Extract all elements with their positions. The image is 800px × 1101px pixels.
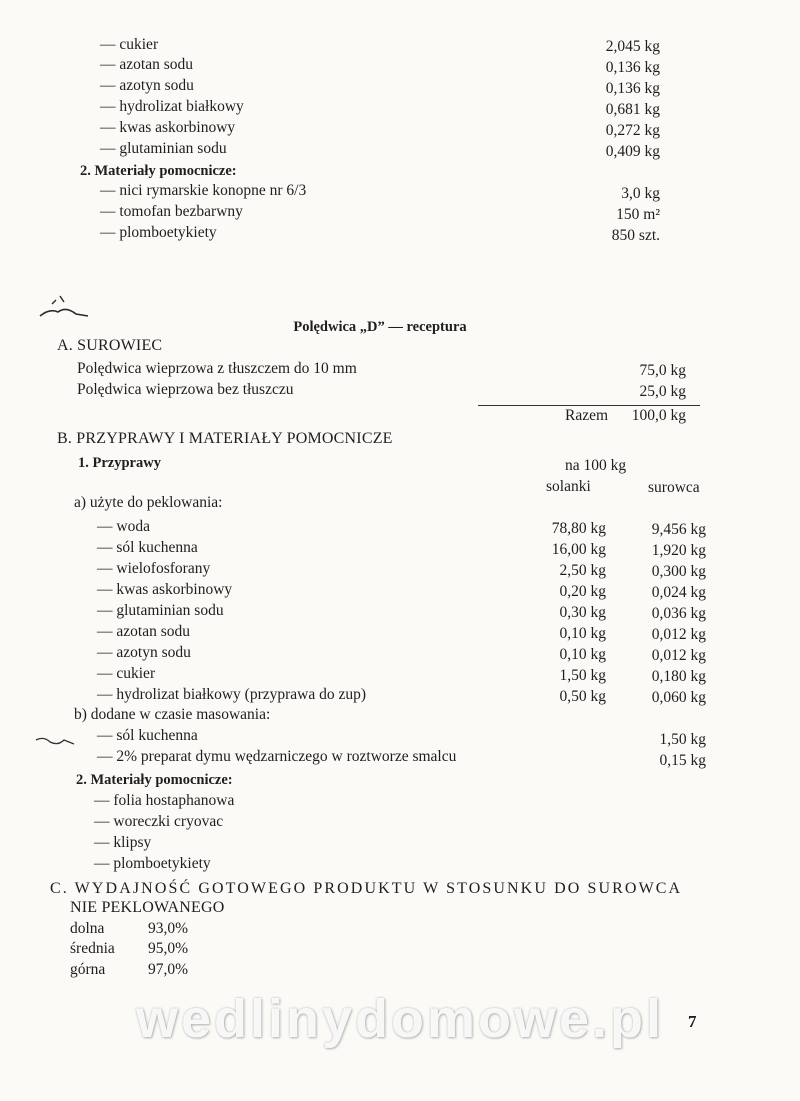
raw-material-label: Polędwica wieprzowa z tłuszczem do 10 mm: [77, 360, 357, 377]
prev-item-label: — glutaminian sodu: [100, 140, 227, 157]
pickling-item-label: — sól kuchenna: [97, 539, 198, 556]
pickling-brine-value: 78,80 kg: [551, 520, 606, 537]
massaging-item-label: — 2% preparat dymu wędzarniczego w roztworze smalcu: [97, 748, 457, 765]
pickling-group-label: a) użyte do peklowania:: [74, 494, 223, 511]
pickling-brine-value: 0,30 kg: [559, 604, 606, 621]
per-100kg-label: na 100 kg: [565, 457, 627, 474]
yield-value: 93,0%: [148, 920, 189, 937]
recipe-title: Polędwica „D” — receptura: [293, 319, 467, 335]
raw-material-value: 25,0 kg: [639, 383, 686, 400]
pickling-item-label: — kwas askorbinowy: [97, 581, 233, 598]
pickling-brine-value: 0,10 kg: [559, 646, 606, 663]
pickling-brine-value: 16,00 kg: [551, 541, 606, 558]
prev-item-value: 2,045 kg: [605, 38, 660, 55]
pickling-item-label: — azotan sodu: [97, 623, 190, 640]
yield-label: dolna: [70, 920, 105, 937]
prev-aux-label: — nici rymarskie konopne nr 6/3: [100, 182, 307, 199]
aux-material-item: — klipsy: [94, 834, 152, 851]
yield-label: górna: [70, 961, 106, 978]
section-b-heading: B. PRZYPRAWY I MATERIAŁY POMOCNICZE: [57, 430, 393, 447]
massaging-item-value: 1,50 kg: [659, 731, 706, 748]
total-value: 100,0 kg: [631, 407, 686, 424]
prev-item-label: — azotyn sodu: [100, 77, 194, 94]
prev-item-value: 0,136 kg: [605, 80, 660, 97]
pickling-raw-value: 0,012 kg: [651, 647, 706, 664]
prev-aux-value: 150 m²: [616, 206, 660, 223]
pickling-brine-value: 0,50 kg: [559, 688, 606, 705]
watermark: wedlinydomowe.pl: [135, 989, 665, 1049]
prev-item-value: 0,272 kg: [605, 122, 660, 139]
pickling-raw-value: 0,036 kg: [651, 605, 706, 622]
yield-value: 97,0%: [148, 961, 189, 978]
pickling-raw-value: 1,920 kg: [651, 542, 706, 559]
pickling-raw-value: 9,456 kg: [651, 521, 706, 538]
total-rule: [478, 405, 700, 406]
pickling-brine-value: 0,20 kg: [559, 583, 606, 600]
spices-subheading: 1. Przyprawy: [78, 455, 161, 471]
pickling-item-label: — hydrolizat białkowy (przyprawa do zup): [97, 686, 367, 703]
pickling-raw-value: 0,180 kg: [651, 668, 706, 685]
pickling-item-label: — cukier: [97, 665, 156, 682]
prev-item-label: — azotan sodu: [100, 56, 193, 73]
prev-item-value: 0,136 kg: [605, 59, 660, 76]
massaging-item-value: 0,15 kg: [659, 752, 706, 769]
pickling-brine-value: 0,10 kg: [559, 625, 606, 642]
yield-label: średnia: [70, 940, 115, 957]
prev-aux-heading: 2. Materiały pomocnicze:: [80, 163, 237, 179]
pickling-brine-value: 1,50 kg: [559, 667, 606, 684]
pickling-item-label: — glutaminian sodu: [97, 602, 224, 619]
total-label: Razem: [565, 407, 609, 424]
pickling-brine-value: 2,50 kg: [559, 562, 606, 579]
prev-aux-value: 850 szt.: [611, 227, 660, 244]
prev-item-label: — hydrolizat białkowy: [100, 98, 244, 115]
pickling-raw-value: 0,024 kg: [651, 584, 706, 601]
aux-materials-subheading: 2. Materiały pomocnicze:: [76, 772, 233, 788]
aux-material-item: — folia hostaphanowa: [94, 792, 235, 809]
pickling-item-label: — woda: [97, 518, 150, 535]
raw-material-label: Polędwica wieprzowa bez tłuszczu: [77, 381, 294, 398]
pickling-item-label: — azotyn sodu: [97, 644, 191, 661]
section-a-heading: A. SUROWIEC: [57, 337, 163, 354]
aux-material-item: — woreczki cryovac: [94, 813, 224, 830]
section-c-heading-continued: NIE PEKLOWANEGO: [70, 899, 225, 916]
raw-material-value: 75,0 kg: [639, 362, 686, 379]
prev-aux-value: 3,0 kg: [621, 185, 660, 202]
aux-material-item: — plomboetykiety: [94, 855, 211, 872]
prev-aux-label: — tomofan bezbarwny: [100, 203, 243, 220]
pickling-raw-value: 0,012 kg: [651, 626, 706, 643]
massaging-item-label: — sól kuchenna: [97, 727, 198, 744]
massaging-group-label: b) dodane w czasie masowania:: [74, 706, 271, 723]
scan-speck: [34, 732, 80, 752]
pickling-raw-value: 0,060 kg: [651, 689, 706, 706]
prev-item-label: — kwas askorbinowy: [100, 119, 236, 136]
yield-value: 95,0%: [148, 940, 189, 957]
prev-item-value: 0,409 kg: [605, 143, 660, 160]
page-number: 7: [688, 1012, 697, 1031]
prev-item-label: — cukier: [100, 36, 159, 53]
column-raw: surowca: [648, 479, 700, 496]
column-brine: solanki: [546, 478, 591, 495]
pickling-item-label: — wielofosforany: [97, 560, 211, 577]
prev-aux-label: — plomboetykiety: [100, 224, 217, 241]
prev-item-value: 0,681 kg: [605, 101, 660, 118]
section-c-heading: C. WYDAJNOŚĆ GOTOWEGO PRODUKTU W STOSUNKU DO SUROWCA: [50, 880, 683, 897]
pickling-raw-value: 0,300 kg: [651, 563, 706, 580]
